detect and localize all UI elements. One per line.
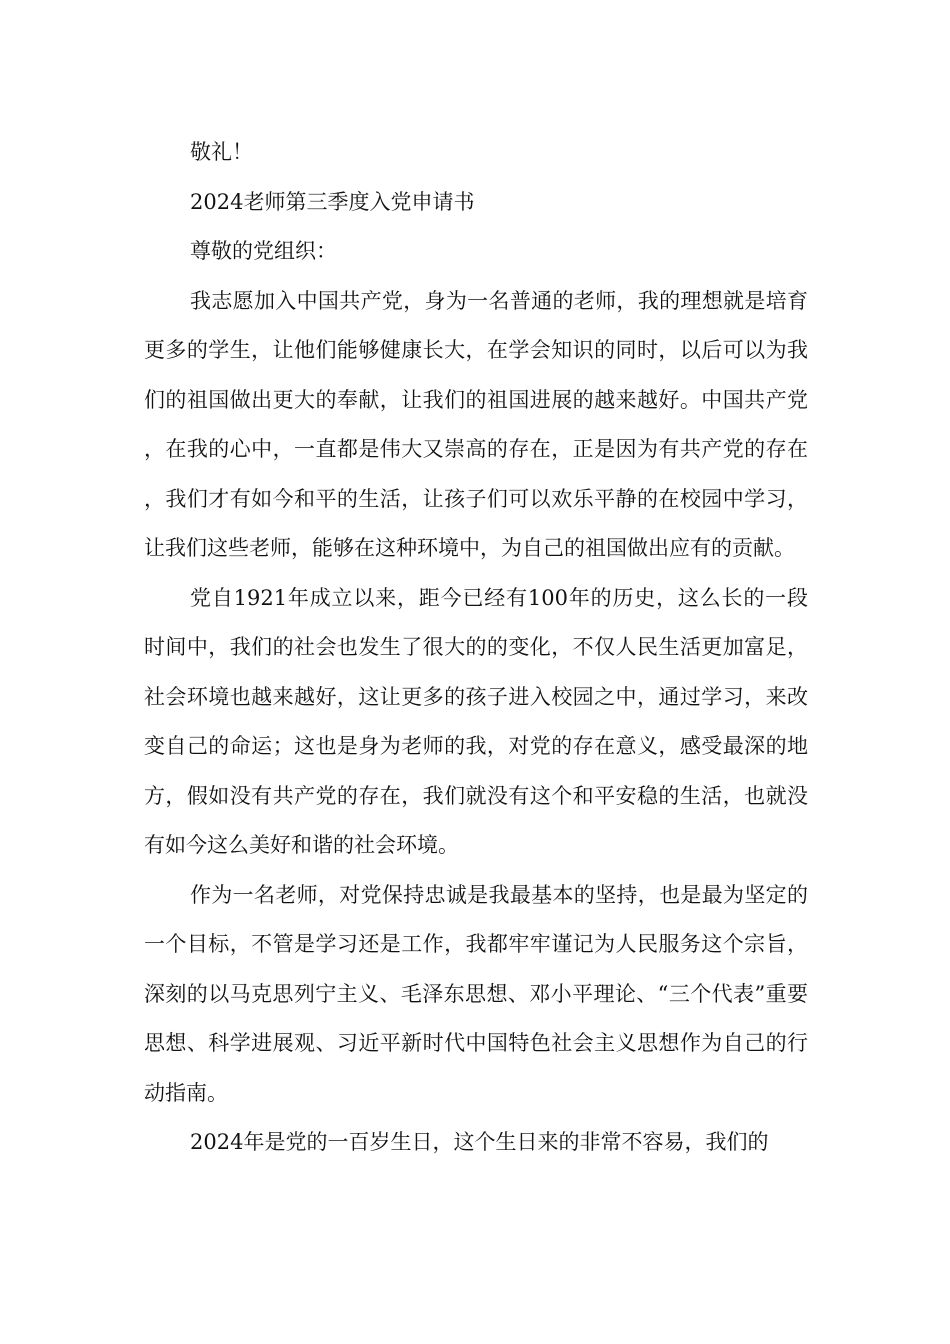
salutation: 尊敬的党组织： [190, 239, 337, 263]
body-paragraph: 党自1921年成立以来，距今已经有100年的历史，这么长的一段时间中，我们的社会也发生了很大的的变化，不仅人民生活更加富足，社会环境也越来越好，这让更多的孩子进入校园之中，通过学习，来改变自己的命运；这也是身为老师的我，对党的存在意义，感受最深的地方，假如没有共产党的存在，我们就没有这个和平安稳的生活，也就没有如今这么美好和谐的社会环境。 [144, 585, 808, 857]
document-title: 2024老师第三季度入党申请书 [190, 189, 475, 214]
body-paragraph: 作为一名老师，对党保持忠诚是我最基本的坚持，也是最为坚定的一个目标，不管是学习还是工作，我都牢牢谨记为人民服务这个宗旨，深刻的以马克思列宁主义、毛泽东思想、邓小平理论、“三个代表”重要思想、科学进展观、习近平新时代中国特色社会主义思想作为自己的行动指南。 [144, 882, 808, 1105]
document-body [144, 128, 808, 1168]
body-paragraph: 2024年是党的一百岁生日，这个生日来的非常不容易，我们的 [190, 1130, 769, 1154]
closing-line: 敬礼！ [190, 140, 253, 164]
body-paragraph: 我志愿加入中国共产党，身为一名普通的老师，我的理想就是培育更多的学生，让他们能够健康长大，在学会知识的同时，以后可以为我们的祖国做出更大的奉献，让我们的祖国进展的越来越好。中国共产党，在我的心中，一直都是伟大又崇高的存在，正是因为有共产党的存在，我们才有如今和平的生活，让孩子们可以欢乐平静的在校园中学习，让我们这些老师，能够在这种环境中，为自己的祖国做出应有的贡献。 [144, 288, 808, 560]
